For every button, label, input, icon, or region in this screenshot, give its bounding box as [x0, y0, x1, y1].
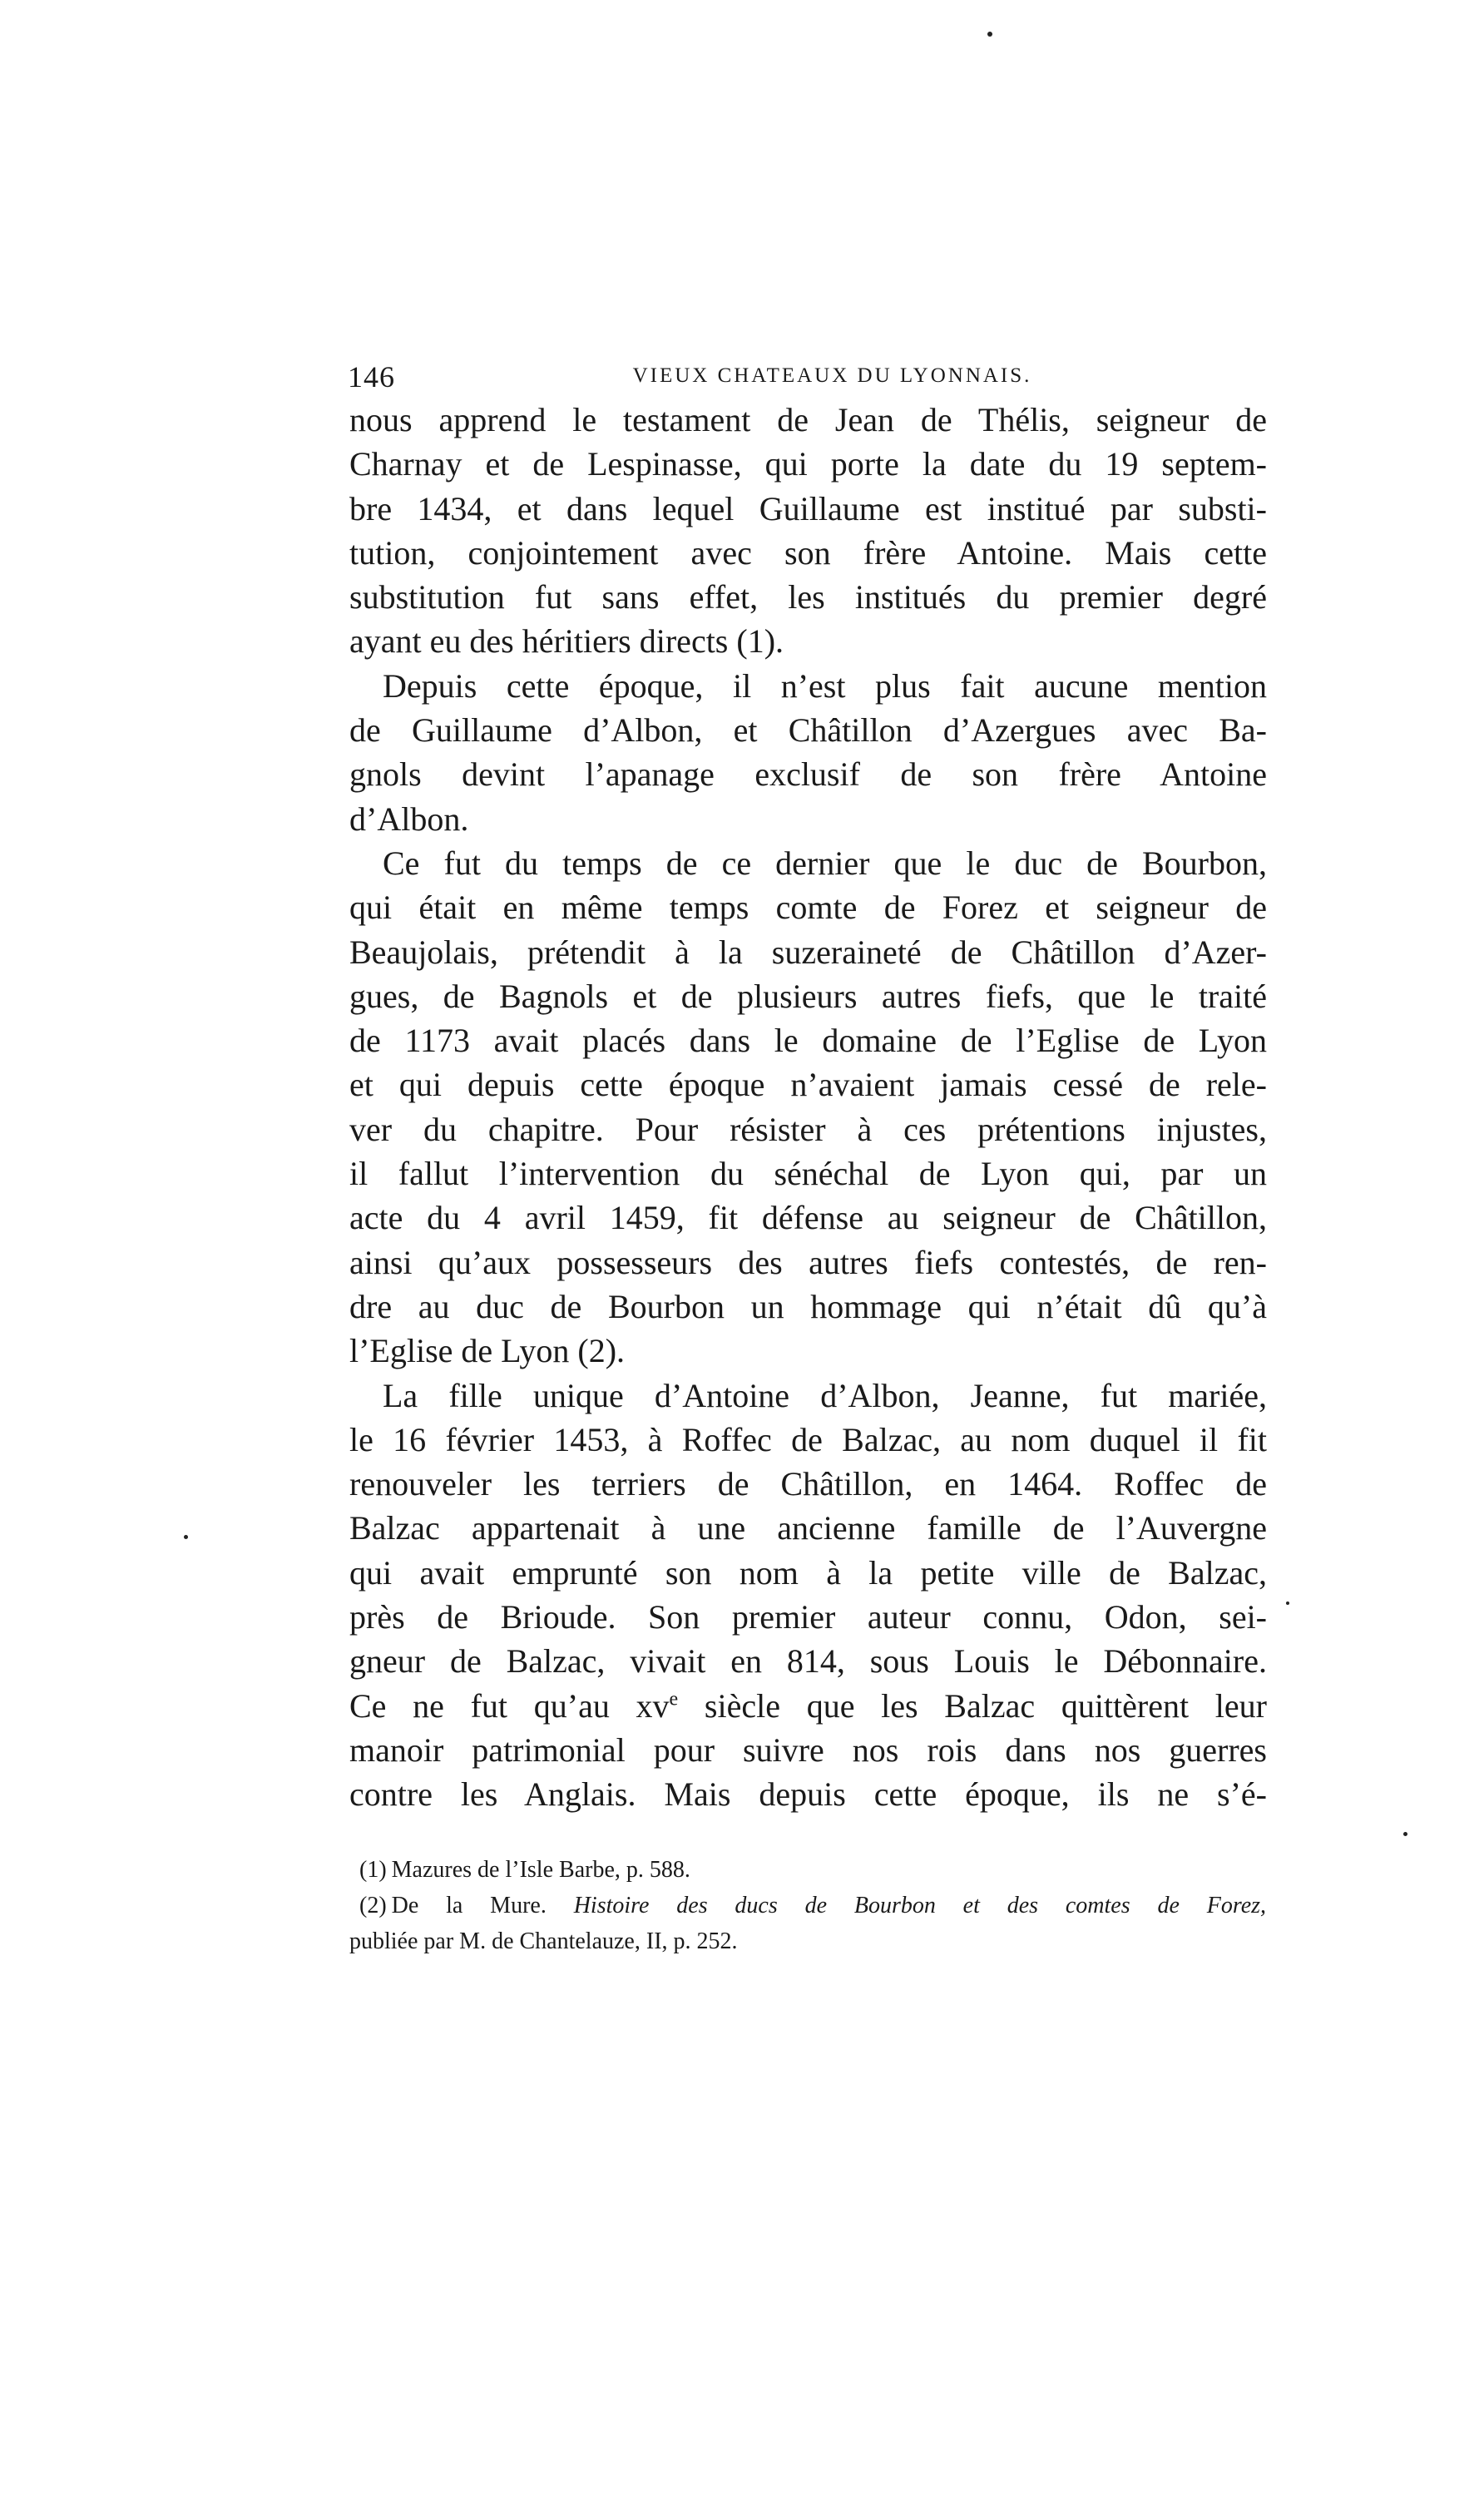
text-line: Beaujolais, prétendit à la suzeraineté de Châtillon d’Azer- — [349, 933, 1267, 971]
text-line: près de Brioude. Son premier auteur connu, Odon, sei- — [349, 1598, 1267, 1636]
paper-speck — [184, 1535, 188, 1539]
text-line: ainsi qu’aux possesseurs des autres fiefs contestés, de ren- — [349, 1243, 1267, 1281]
text-line: Ce fut du temps de ce dernier que le duc de Bourbon, — [383, 844, 1267, 882]
page-number: 146 — [348, 360, 395, 394]
text-line: gues, de Bagnols et de plusieurs autres fiefs, que le traité — [349, 977, 1267, 1015]
text-line: qui avait emprunté son nom à la petite ville de Balzac, — [349, 1553, 1267, 1592]
text-line: Balzac appartenait à une ancienne famille de l’Auvergne — [349, 1509, 1267, 1547]
text-line: l’Eglise de Lyon (2). — [349, 1332, 626, 1370]
century-superscript: e — [669, 1688, 679, 1710]
footnotes — [349, 1852, 1267, 1959]
text-line: de Guillaume d’Albon, et Châtillon d’Azergues avec Ba- — [349, 711, 1267, 750]
text-fragment: siècle que les Balzac quittèrent leur — [704, 1686, 1267, 1725]
footnote-title: Histoire des ducs de Bourbon et des comtes de Forez, — [573, 1893, 1267, 1918]
text-fragment: Ce ne fut qu’au xv — [349, 1686, 670, 1725]
text-line: gneur de Balzac, vivait en 814, sous Louis le Débonnaire. — [349, 1642, 1267, 1681]
text-line: et qui depuis cette époque n’avaient jamais cessé de rele- — [349, 1066, 1267, 1104]
footnote-author: De la Mure. — [391, 1893, 547, 1918]
text-line: contre les Anglais. Mais depuis cette époque, ils ne s’é- — [349, 1775, 1267, 1814]
paper-speck — [1286, 1602, 1289, 1605]
running-head — [348, 359, 1267, 393]
text-line: La fille unique d’Antoine d’Albon, Jeanne, fut mariée, — [383, 1376, 1267, 1414]
text-line: ayant eu des héritiers directs (1). — [349, 622, 784, 661]
footnote-marker: (1) — [359, 1857, 387, 1883]
text-line: nous apprend le testament de Jean de Thélis, seigneur de — [349, 401, 1267, 438]
text-line: ver du chapitre. Pour résister à ces prétentions injustes, — [349, 1110, 1267, 1148]
paper-speck — [1403, 1832, 1407, 1836]
text-line: bre 1434, et dans lequel Guillaume est institué par substi- — [349, 489, 1267, 527]
body-text — [349, 398, 1267, 1817]
text-line: Depuis cette époque, il n’est plus fait aucune mention — [383, 666, 1267, 705]
text-line: acte du 4 avril 1459, fit défense au seigneur de Châtillon, — [349, 1199, 1267, 1237]
footnote-text: Mazures de l’Isle Barbe, p. 588. — [391, 1857, 690, 1883]
text-line: substitution fut sans effet, les institués du premier degré — [349, 578, 1267, 616]
text-line: qui était en même temps comte de Forez et seigneur de — [349, 889, 1267, 927]
footnote-1 — [359, 1852, 1266, 1888]
text-line: gnols devint l’apanage exclusif de son frère Antoine — [349, 755, 1267, 794]
running-title: VIEUX CHATEAUX DU LYONNAIS. — [632, 364, 1032, 387]
text-line-century — [349, 1684, 1267, 1728]
text-line: dre au duc de Bourbon un hommage qui n’était dû qu’à — [349, 1287, 1267, 1325]
paper-speck — [987, 32, 992, 37]
text-line: de 1173 avait placés dans le domaine de l’Eglise de Lyon — [349, 1022, 1267, 1060]
footnote-2-continuation: publiée par M. de Chantelauze, II, p. 252. — [349, 1928, 738, 1954]
text-line: tution, conjointement avec son frère Antoine. Mais cette — [349, 533, 1267, 572]
footnote-marker: (2) — [359, 1893, 387, 1918]
text-line: le 16 février 1453, à Roffec de Balzac, au nom duquel il fit — [349, 1420, 1267, 1458]
text-line: d’Albon. — [349, 800, 469, 838]
text-line: il fallut l’intervention du sénéchal de Lyon qui, par un — [349, 1155, 1267, 1193]
text-line: Charnay et de Lespinasse, qui porte la date du 19 septem- — [349, 445, 1267, 483]
text-line: manoir patrimonial pour suivre nos rois dans nos guerres — [349, 1730, 1267, 1769]
text-line: renouveler les terriers de Châtillon, en 1464. Roffec de — [349, 1465, 1267, 1503]
footnote-2 — [359, 1888, 1266, 1923]
